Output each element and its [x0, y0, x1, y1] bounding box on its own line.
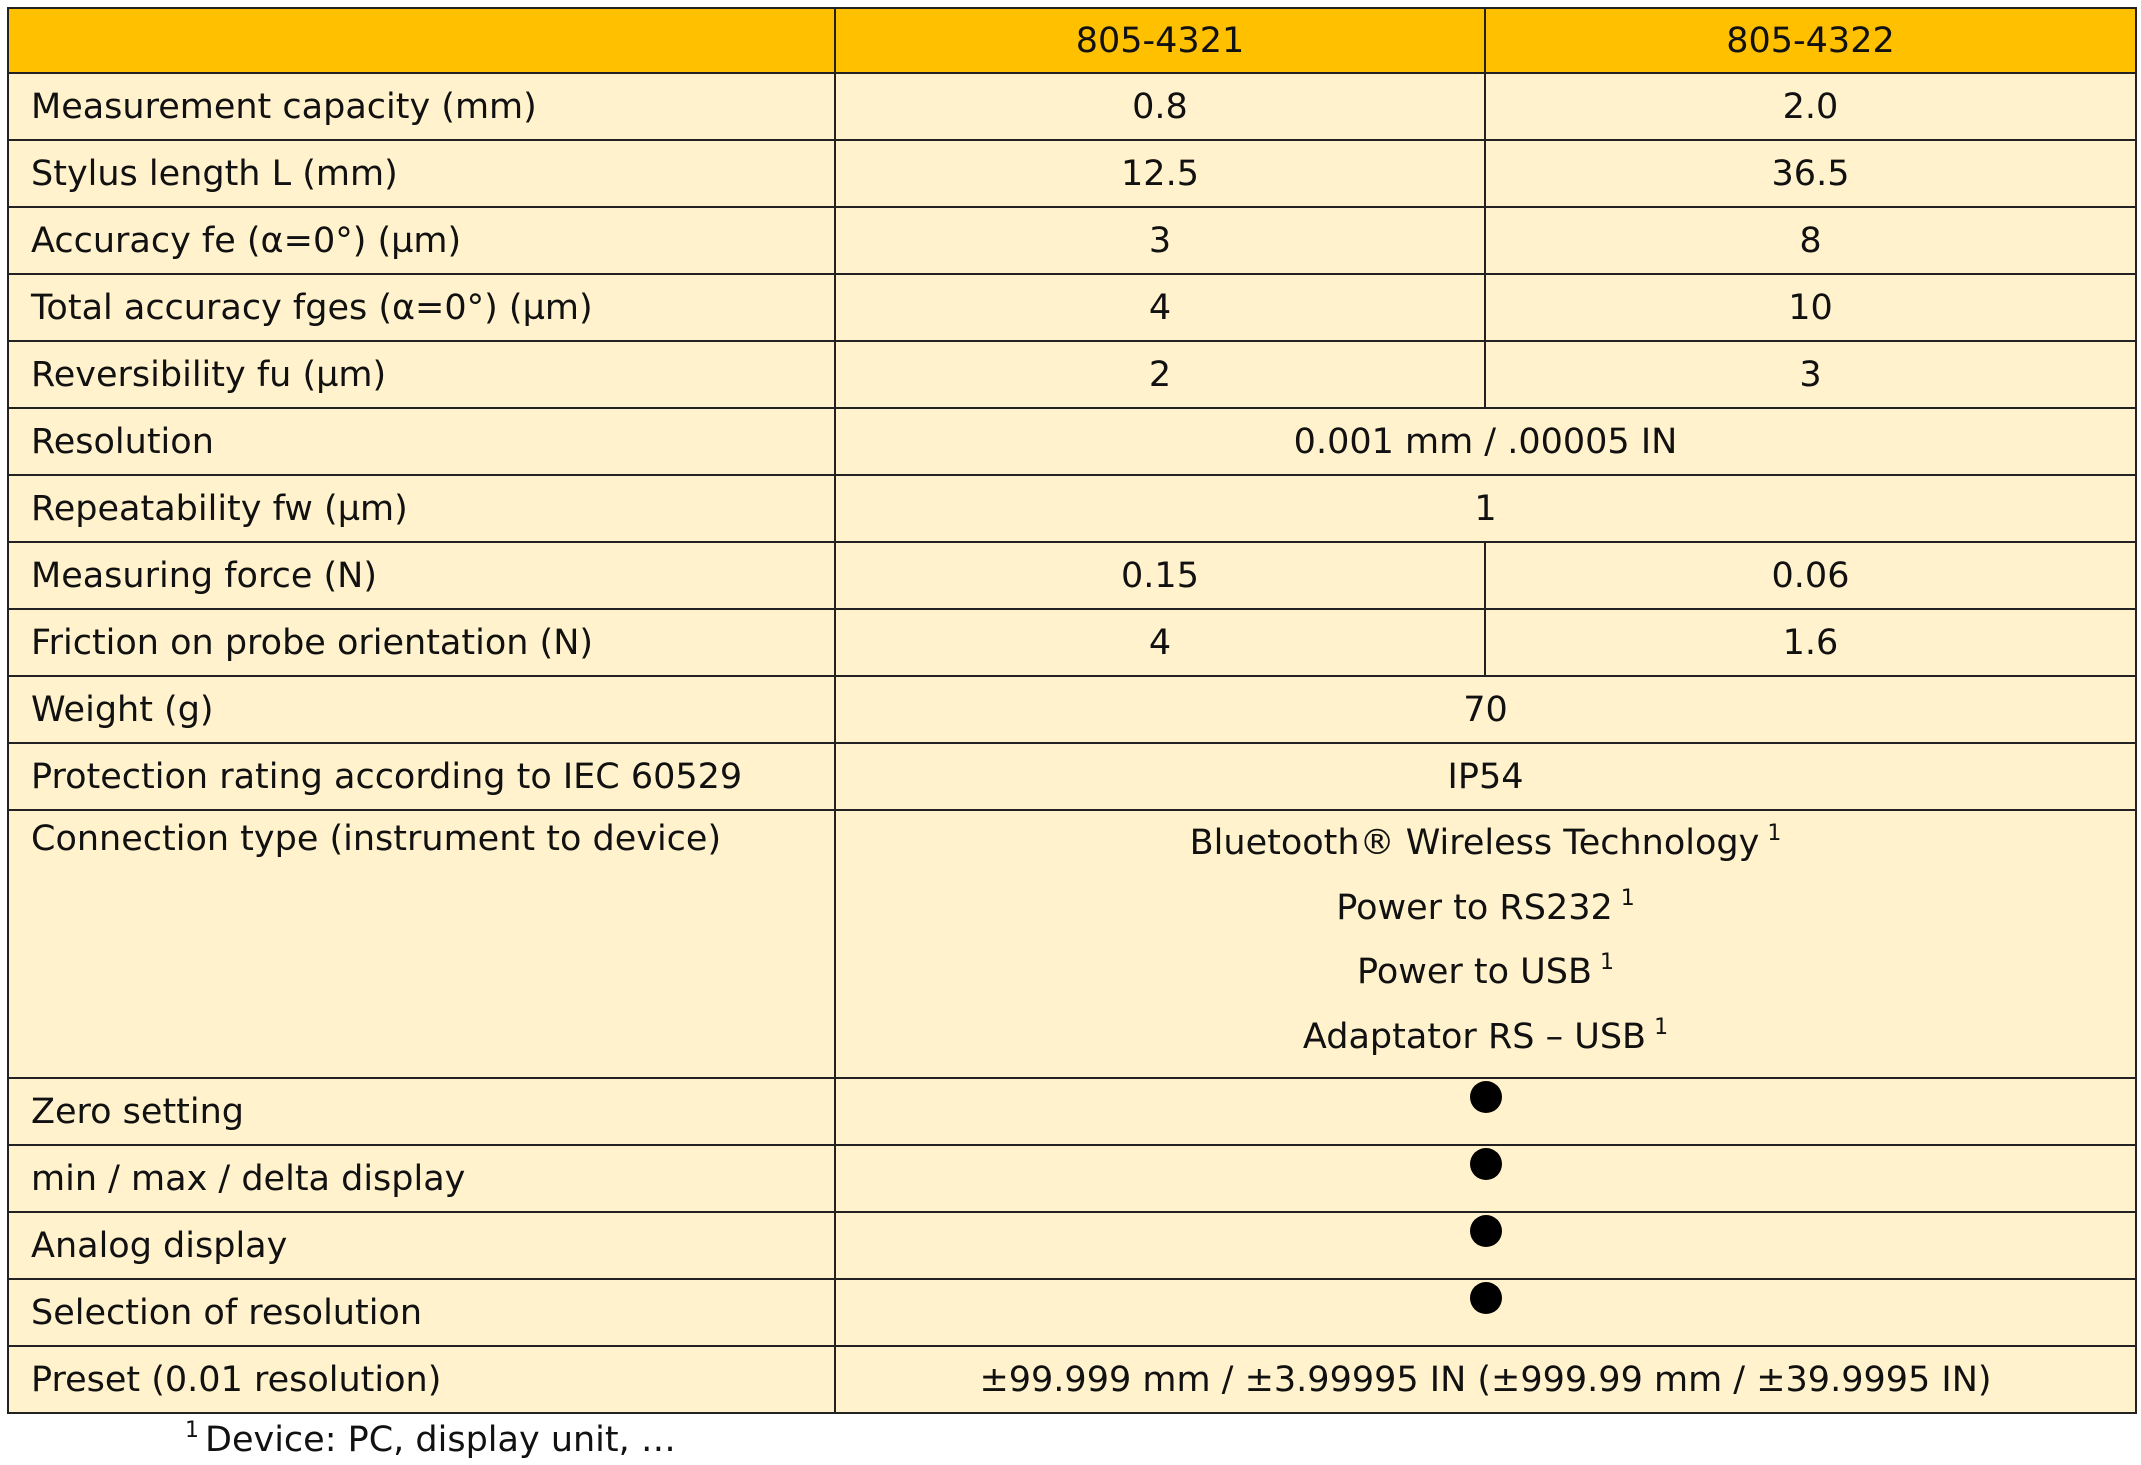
- row-label: Reversibility fu (µm): [8, 341, 835, 408]
- table-row: [8, 1346, 2136, 1413]
- table-row-connection-type: [8, 810, 2136, 1078]
- column-header-805-4322: 805-4322: [1485, 8, 2136, 73]
- connection-type-text: Bluetooth® Wireless Technology: [1189, 823, 1760, 863]
- value-cell: 8: [1485, 207, 2136, 274]
- connection-type-item: [836, 884, 2135, 949]
- value-cell: 3: [835, 207, 1485, 274]
- footnote: [185, 1420, 676, 1460]
- value-cell: 10: [1485, 274, 2136, 341]
- feature-available-cell: [835, 1145, 2136, 1212]
- table-row: [8, 274, 2136, 341]
- table-row: [8, 609, 2136, 676]
- connection-type-item: [836, 819, 2135, 884]
- row-label: Repeatability fw (µm): [8, 475, 835, 542]
- row-label: min / max / delta display: [8, 1145, 835, 1212]
- filled-circle-icon: [1470, 1282, 1502, 1314]
- table-row: [8, 73, 2136, 140]
- row-label: Friction on probe orientation (N): [8, 609, 835, 676]
- value-cell: 3: [1485, 341, 2136, 408]
- table-row: [8, 475, 2136, 542]
- table-row: [8, 1145, 2136, 1212]
- table-row: [8, 1078, 2136, 1145]
- value-cell: 36.5: [1485, 140, 2136, 207]
- footnote-text: Device: PC, display unit, …: [205, 1420, 676, 1460]
- filled-circle-icon: [1470, 1215, 1502, 1247]
- header-corner-cell: [8, 8, 835, 73]
- row-label: Accuracy fe (α=0°) (µm): [8, 207, 835, 274]
- table-row: [8, 1212, 2136, 1279]
- merged-value-cell: 1: [835, 475, 2136, 542]
- feature-available-cell: [835, 1078, 2136, 1145]
- connection-type-text: Power to RS232: [1336, 887, 1613, 928]
- connection-type-text: Adaptator RS – USB: [1302, 1016, 1647, 1057]
- feature-available-cell: [835, 1212, 2136, 1279]
- row-label: Selection of resolution: [8, 1279, 835, 1346]
- table-row: [8, 676, 2136, 743]
- connection-types-list: [836, 811, 2135, 1077]
- feature-available-cell: [835, 1279, 2136, 1346]
- value-cell: 2.0: [1485, 73, 2136, 140]
- merged-value-cell: 0.001 mm / .00005 IN: [835, 408, 2136, 475]
- filled-circle-icon: [1470, 1148, 1502, 1180]
- table-row: [8, 743, 2136, 810]
- row-label: Total accuracy fges (α=0°) (µm): [8, 274, 835, 341]
- connection-type-text: Power to USB: [1356, 952, 1593, 992]
- table-row: [8, 341, 2136, 408]
- merged-value-cell: 70: [835, 676, 2136, 743]
- table-row: [8, 542, 2136, 609]
- row-label: Zero setting: [8, 1078, 835, 1145]
- value-cell: 0.06: [1485, 542, 2136, 609]
- filled-circle-icon: [1470, 1081, 1502, 1113]
- merged-value-cell: IP54: [835, 743, 2136, 810]
- connection-type-item: [836, 1013, 2135, 1078]
- row-label: Analog display: [8, 1212, 835, 1279]
- value-cell: 1.6: [1485, 609, 2136, 676]
- table-row: [8, 207, 2136, 274]
- value-cell: 4: [835, 274, 1485, 341]
- row-label: Stylus length L (mm): [8, 140, 835, 207]
- row-label: Weight (g): [8, 676, 835, 743]
- table-row: [8, 1279, 2136, 1346]
- row-label: Measurement capacity (mm): [8, 73, 835, 140]
- row-label: Measuring force (N): [8, 542, 835, 609]
- value-cell: 4: [835, 609, 1485, 676]
- footnote-marker: 1: [1767, 821, 1782, 846]
- value-cell: 2: [835, 341, 1485, 408]
- value-cell: 0.8: [835, 73, 1485, 140]
- row-label: Preset (0.01 resolution): [8, 1346, 835, 1413]
- row-label: Resolution: [8, 408, 835, 475]
- footnote-marker: 1: [1620, 885, 1635, 911]
- row-label: Connection type (instrument to device): [8, 810, 835, 1078]
- footnote-marker: 1: [1654, 1014, 1669, 1040]
- value-cell: 0.15: [835, 542, 1485, 609]
- connection-type-item: [836, 948, 2135, 1013]
- header-row: [8, 8, 2136, 73]
- column-header-805-4321: 805-4321: [835, 8, 1485, 73]
- table-row: [8, 140, 2136, 207]
- connection-types-cell: [835, 810, 2136, 1078]
- footnote-marker: 1: [1600, 950, 1615, 975]
- row-label: Protection rating according to IEC 60529: [8, 743, 835, 810]
- footnote-marker: 1: [185, 1418, 199, 1443]
- specifications-table: [7, 7, 2137, 1414]
- table-row: [8, 408, 2136, 475]
- merged-value-cell: ±99.999 mm / ±3.99995 IN (±999.99 mm / ±39.9995 IN): [835, 1346, 2136, 1413]
- value-cell: 12.5: [835, 140, 1485, 207]
